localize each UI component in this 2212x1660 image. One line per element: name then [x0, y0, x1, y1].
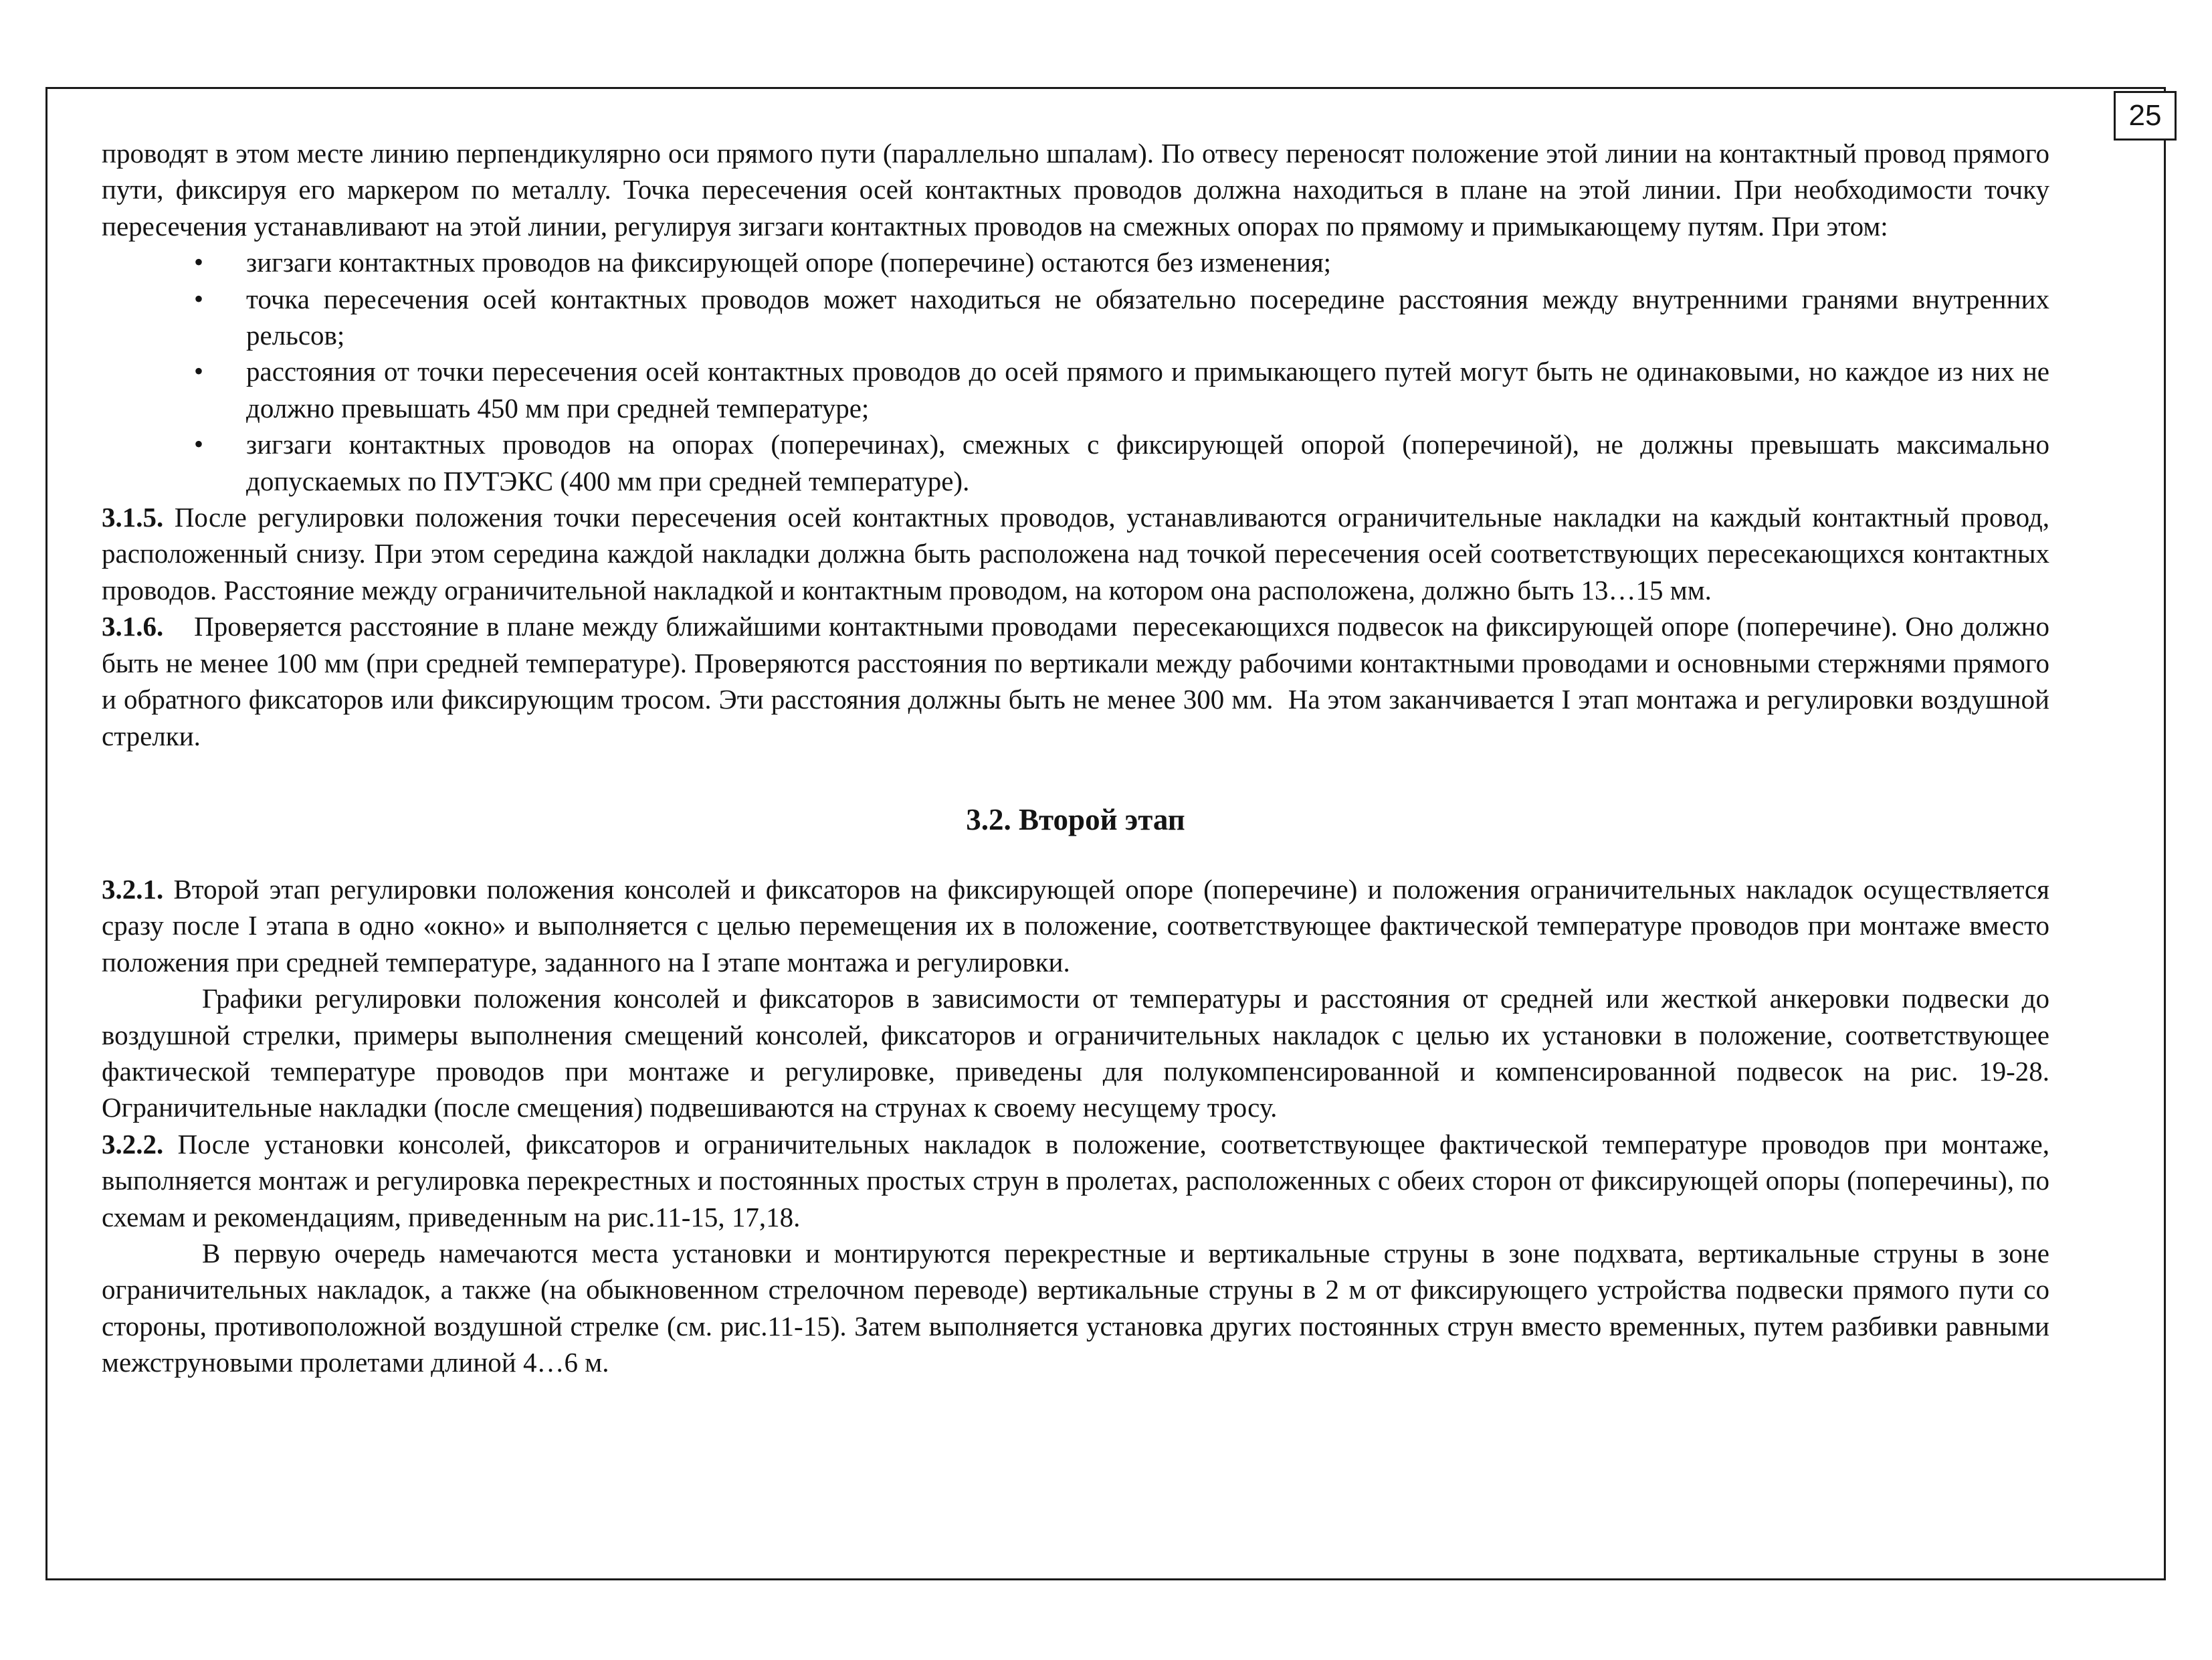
section-text: Проверяется расстояние в плане между ближайшими контактными проводами пересекающихся подвесок на фиксирующей опоре (поперечине). Оно должно быть не менее 100 мм (при средней температуре). Проверяются расстояния по вертикали между рабочими контактными проводами и основными стержнями прямого и обратного фиксаторов или фиксирующим тросом. Эти расстояния должны быть не менее 300 мм. На этом заканчивается I этап монтажа и регулировки воздушной стрелки. — [102, 611, 2057, 751]
intro-paragraph: проводят в этом месте линию перпендикулярно оси прямого пути (параллельно шпалам). По отвесу переносят положение этой линии на контактный провод прямого пути, фиксируя его маркером по металлу. Точка пересечения осей контактных проводов должна находиться в плане на этой линии. При необходимости точку пересечения устанавливают на этой линии, регулируя зигзаги контактных проводов на смежных опорах по прямому и примыкающему путям. При этом: — [102, 138, 2049, 242]
section-text: Второй этап регулировки положения консолей и фиксаторов на фиксирующей опоре (поперечине) и положения ограничительных накладок осуществляется сразу после I этапа в одно «окно» и выполняется с целью перемещения их в положение, соответствующее фактической температуре проводов при монтаже вместо положения при средней температуре, заданного на I этапе монтажа и регулировки. — [102, 873, 2049, 978]
conditions-list — [102, 244, 2049, 499]
section-number: 3.2.2. — [102, 1128, 164, 1160]
section-3-2-2 — [102, 1126, 2049, 1235]
first-priority-paragraph: В первую очередь намечаются места установки и монтируются перекрестные и вертикальные струны в зоне подхвата, вертикальные струны в зоне ограничительных накладок, а также (на обыкновенном стрелочном переводе) вертикальные струны в 2 м от фиксирующего устройства подвески прямого пути со стороны, противоположной воздушной стрелке (см. рис.11-15). Затем выполняется установка других постоянных струн вместо временных, путем разбивки равными межструновыми пролетами длиной 4…6 м. — [102, 1237, 2049, 1378]
section-heading: 3.2. Второй этап — [966, 802, 1185, 836]
section-number: 3.1.6. — [102, 611, 164, 642]
section-text: После регулировки положения точки пересечения осей контактных проводов, устанавливаются ограничительные накладки на каждый контактный провод, расположенный снизу. При этом середина каждой накладки должна быть расположена над точкой пересечения осей соответствующих пересекающихся контактных проводов. Расстояние между ограничительной накладкой и контактным проводом, на котором она расположена, должно быть 13…15 мм. — [102, 502, 2049, 606]
section-3-1-6 — [102, 608, 2057, 754]
list-item: • зигзаги контактных проводов на опорах (поперечинах), смежных с фиксирующей опорой (поперечиной), не должны превышать максимально допускаемых по ПУТЭКС (400 мм при средней температуре). — [246, 426, 2049, 499]
list-item: • расстояния от точки пересечения осей контактных проводов до осей прямого и примыкающего путей могут быть не одинаковыми, но каждое из них не должно превышать 450 мм при средней температуре; — [246, 353, 2049, 426]
section-number: 3.2.1. — [102, 873, 164, 905]
section-3-2-1 — [102, 871, 2049, 980]
page-number: 25 — [2114, 91, 2177, 141]
graphs-paragraph: Графики регулировки положения консолей и фиксаторов в зависимости от температуры и расстояния от средней или жесткой анкеровки подвески до воздушной стрелки, примеры выполнения смещений консолей, фиксаторов и ограничительных накладок с целью их установки в положение, соответствующее фактической температуре проводов при монтаже и регулировке, приведены для полукомпенсированной и компенсированной подвесок на рис. 19-28. Ограничительные накладки (после смещения) подвешиваются на струнах к своему несущему тросу. — [102, 983, 2049, 1123]
section-number: 3.1.5. — [102, 502, 164, 533]
document-body — [102, 135, 2057, 1381]
list-item: • зигзаги контактных проводов на фиксирующей опоре (поперечине) остаются без изменения; — [246, 244, 2049, 280]
list-item: • точка пересечения осей контактных проводов может находиться не обязательно посередине расстояния между внутренними гранями внутренних рельсов; — [246, 281, 2049, 354]
section-3-1-5 — [102, 499, 2049, 608]
section-text: После установки консолей, фиксаторов и ограничительных накладок в положение, соответствующее фактической температуре проводов при монтаже, выполняется монтаж и регулировка перекрестных и постоянных простых струн в пролетах, расположенных с обеих сторон от фиксирующей опоры (поперечины), по схемам и рекомендациям, приведенным на рис.11-15, 17,18. — [102, 1128, 2049, 1232]
